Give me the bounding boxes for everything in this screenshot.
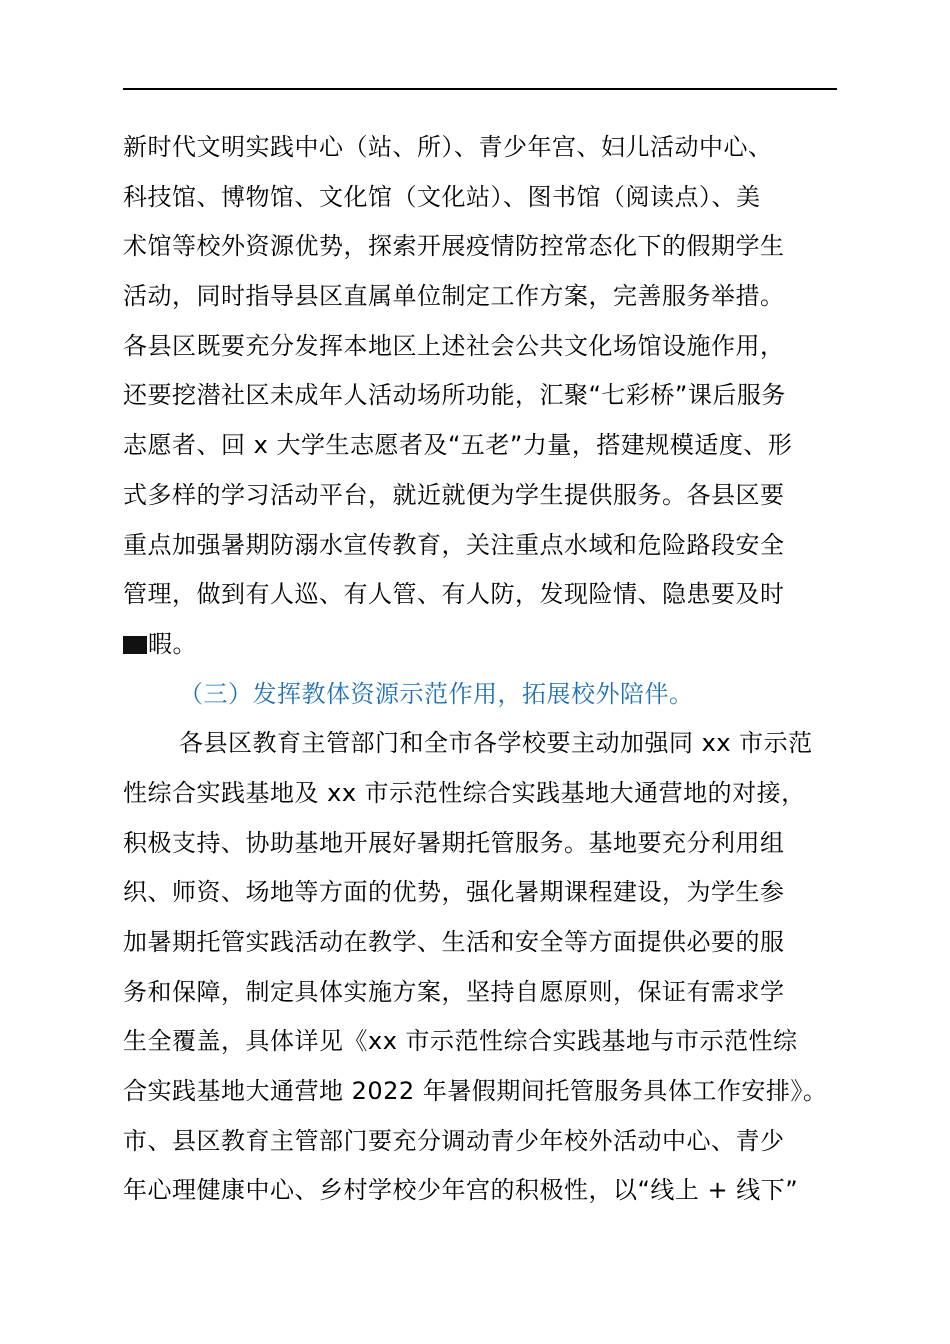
body-line-4: 活动，同时指导县区直属单位制定工作方案，完善服务举措。 [123,282,785,311]
body-line-1: 新时代文明实践中心（站、所）、青少年宫、妇儿活动中心、 [123,133,773,161]
body-line-15: 积极支持、协助基地开展好暑期托管服务。基地要充分利用组 [123,828,785,857]
body-line-5: 各县区既要充分发挥本地区上述社会公共文化场馆设施作用， [123,331,785,360]
overprinted-text-block [123,636,147,654]
body-line-19: 生全覆盖，具体详见《xx 市示范性综合实践基地与市示范性综 [123,1027,798,1056]
section-heading: （三）发挥教体资源示范作用，拓展校外陪伴。 [179,679,694,708]
body-line-3: 术馆等校外资源优势，探索开展疫情防控常态化下的假期学生 [123,232,785,261]
document-body [123,123,883,1216]
overlapped-line [123,620,883,670]
body-line-7: 志愿者、回 x 大学生志愿者及“五老”力量，搭建规模适度、形 [123,431,793,460]
body-line-10: 管理，做到有人巡、有人管、有人防，发现险情、隐患要及时 [123,580,785,609]
body-line-17: 加暑期托管实践活动在教学、生活和安全等方面提供必要的服 [123,928,785,956]
body-line-18: 务和保障，制定具体实施方案，坚持自愿原则，保证有需求学 [123,977,785,1006]
body-line-20: 合实践基地大通营地 2022 年暑假期间托管服务具体工作安排》。 [123,1077,828,1106]
body-line-22: 年心理健康中心、乡村学校少年宫的积极性，以“线上 + 线下” [123,1176,799,1205]
overlapped-line-text: 暇。 [148,629,197,658]
body-line-2: 科技馆、博物馆、文化馆（文化站）、图书馆（阅读点）、美 [123,182,761,211]
body-line-9: 重点加强暑期防溺水宣传教育，关注重点水域和危险路段安全 [123,530,785,559]
body-line-14: 性综合实践基地及 xx 市示范性综合实践基地大通营地的对接， [123,778,806,807]
body-line-8: 式多样的学习活动平台，就近就便为学生提供服务。各县区要 [123,480,785,509]
body-line-16: 织、师资、场地等方面的优势，强化暑期课程建设，为学生参 [123,878,785,907]
body-line-13: 各县区教育主管部门和全市各学校要主动加强同 xx 市示范 [179,729,813,758]
header-rule [123,88,837,90]
body-line-6: 还要挖潜社区未成年人活动场所功能，汇聚“七彩桥”课后服务 [123,381,786,410]
body-line-21: 市、县区教育主管部门要充分调动青少年校外活动中心、青少 [123,1126,785,1155]
